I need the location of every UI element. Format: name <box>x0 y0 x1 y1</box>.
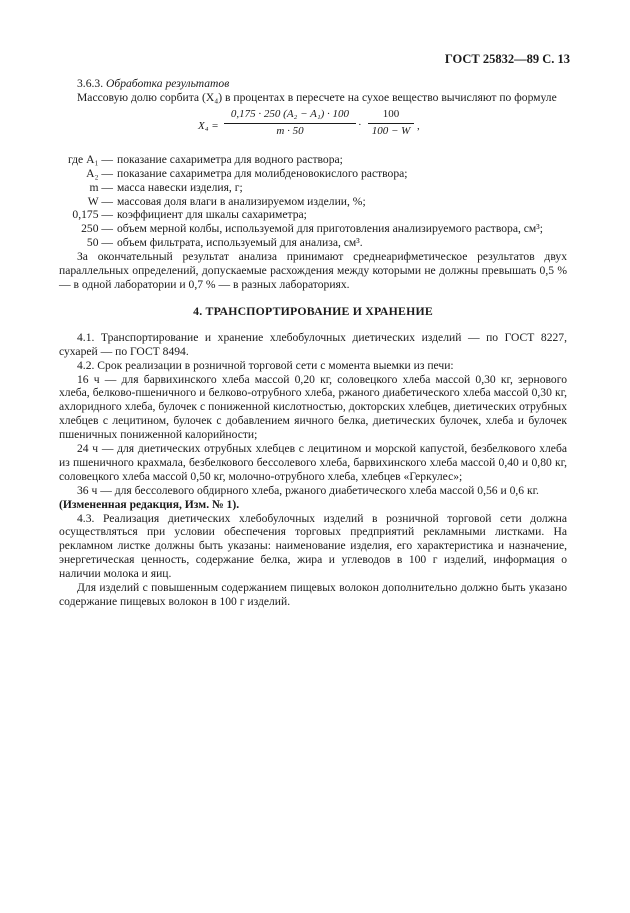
definition-row <box>59 167 567 181</box>
paragraph-4-2-16h: 16 ч — для барвихинского хлеба массой 0,20 кг, соловецкого хлеба массой 0,30 кг, зернового хлеба, белково-пшеничного и белково-отрубного хлеба, ржаного диабетического хлеба массой 0,30 кг, ахлоридного хлеба, булочек с пониженной кислотностью, докторских хлебцев, диетических отрубных хлебцев с лецитином, булочек с добавлением яичного белка, диетических булочек, хлеба и булочек пшеничных пониженной калорийности; <box>59 372 567 442</box>
formula-comma: , <box>417 119 420 132</box>
page-header: ГОСТ 25832—89 С. 13 <box>444 52 570 66</box>
edition-note: (Измененная редакция, Изм. № 1). <box>59 497 240 511</box>
paragraph-4-3: 4.3. Реализация диетических хлебобулочных изделий в розничной торговой сети должна осуществляться при условии обеспечения торговых предприятий рекламными листками. На рекламном листке должны быть указаны: наименование изделия, его характеристика и назначение, энергетическая ценность, содержание белка, жира и углеводов в 100 г изделий, информация о наличии молока и яиц. <box>59 511 567 581</box>
definition-symbol: A₂ — <box>86 166 113 180</box>
definition-symbol: m — <box>89 180 113 194</box>
formula-fraction-dry <box>368 108 414 139</box>
definition-row <box>59 208 567 222</box>
formula-denominator: m · 50 <box>276 124 304 137</box>
formula-denominator-2: 100 − W <box>371 124 411 137</box>
definition-text: масса навески изделия, г; <box>117 180 243 194</box>
definition-symbol: W — <box>87 194 113 208</box>
definition-row <box>59 222 567 236</box>
paragraph-4-2: 4.2. Срок реализации в розничной торговой сети с момента выемки из печи: <box>77 358 454 372</box>
definition-row <box>59 153 567 167</box>
formula-numerator-2: 100 <box>368 108 414 124</box>
subsection-number: 3.6.3. <box>77 77 104 90</box>
formula-intro: Массовую долю сорбита (X₄) в процентах в пересчете на сухое вещество вычисляют по формуле <box>77 90 557 104</box>
formula-lhs: X₄ = <box>198 119 219 132</box>
formula-multiply: · <box>358 118 362 131</box>
definition-symbol: 250 — <box>81 222 113 236</box>
definition-row <box>59 181 567 195</box>
definition-symbol: 50 — <box>86 236 113 250</box>
subsection-heading <box>59 77 567 91</box>
page-content <box>59 77 567 609</box>
definition-text: объем фильтрата, используемый для анализа, см³. <box>117 236 363 250</box>
formula-numerator: 0,175 · 250 (A₂ − A₁) · 100 <box>224 108 356 124</box>
paragraph-4-1: 4.1. Транспортирование и хранение хлебобулочных диетических изделий — по ГОСТ 8227, сухарей — по ГОСТ 8494. <box>59 330 567 358</box>
definition-row <box>59 236 567 250</box>
definition-text: коэффициент для шкалы сахариметра; <box>117 208 307 222</box>
subsection-title: Обработка результатов <box>106 77 230 90</box>
paragraph-4-3-fiber: Для изделий с повышенным содержанием пищевых волокон дополнительно должно быть указано содержание пищевых волокон в 100 г изделий. <box>59 581 567 608</box>
definition-text: массовая доля влаги в анализируемом изделии, %; <box>117 194 366 208</box>
definition-symbol: 0,175 — <box>72 208 113 222</box>
definition-text: показание сахариметра для молибденовокислого раствора; <box>117 166 408 180</box>
variable-definitions <box>59 153 567 250</box>
paragraph-4-2-24h: 24 ч — для диетических отрубных хлебцев с лецитином и морской капустой, безбелкового хлеба из пшеничного крахмала, безбелкового бессолевого хлеба, барвихинского хлеба массой 0,40 и 0,80 кг, соловецкого хлеба массой 0,50 кг, молочно-отрубного хлеба, хлебцев «Геркулес»; <box>59 442 567 483</box>
definition-symbol: где A₁ — <box>67 152 113 166</box>
final-result-paragraph: За окончательный результат анализа принимают среднеарифметическое результатов двух параллельных определений, допускаемые расхождения между которыми не должны превышать 0,5 % — в одной лаборатории и 0,7 % — в разных лабораториях. <box>59 250 567 291</box>
definition-text: объем мерной колбы, используемой для приготовления анализируемого раствора, см³; <box>117 222 543 236</box>
definition-text: показание сахариметра для водного раствора; <box>117 152 343 166</box>
paragraph-4-2-36h: 36 ч — для бессолевого обдирного хлеба, ржаного диабетического хлеба массой 0,56 и 0,6 кг. <box>77 483 539 497</box>
definition-row <box>59 195 567 209</box>
formula-fraction-main <box>224 108 356 139</box>
section-4-title: 4. ТРАНСПОРТИРОВАНИЕ И ХРАНЕНИЕ <box>193 303 433 318</box>
sorbitol-formula <box>59 106 567 150</box>
